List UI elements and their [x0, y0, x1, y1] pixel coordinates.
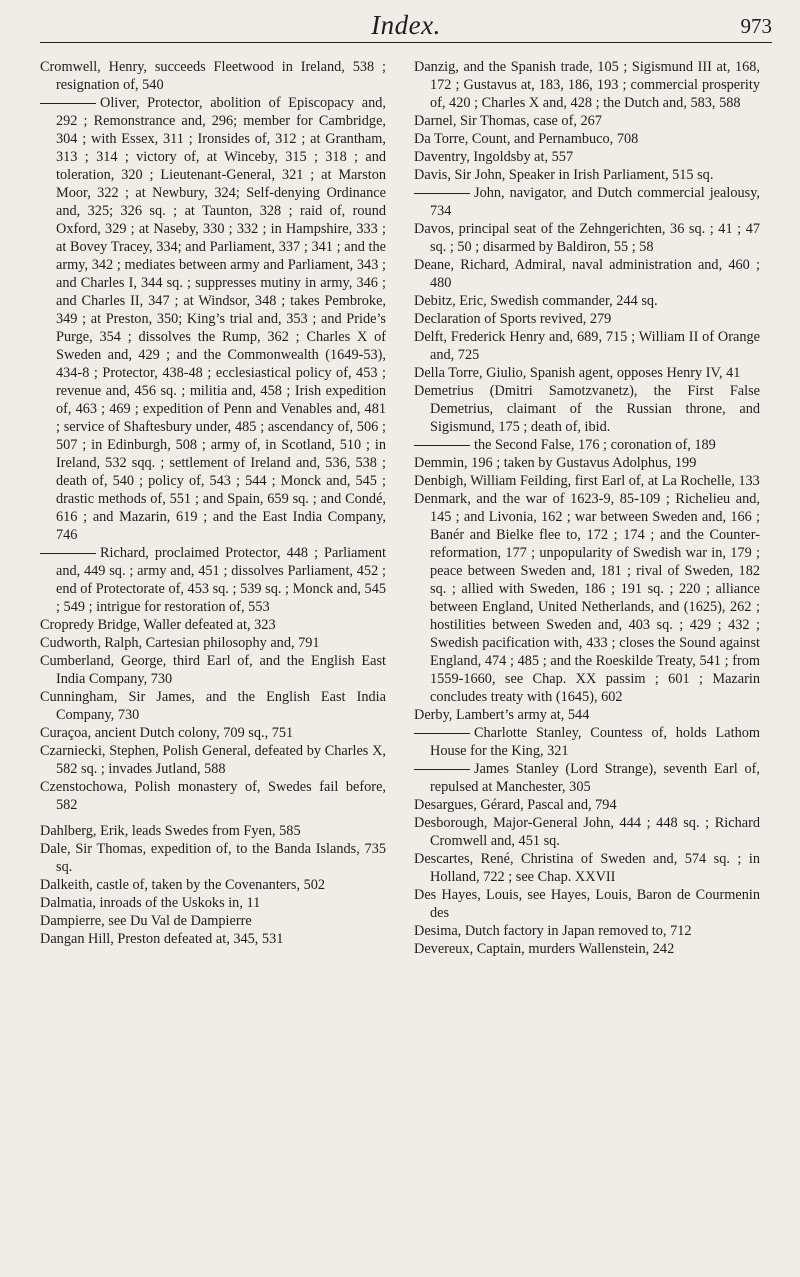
index-entry-text: Des Hayes, Louis, see Hayes, Louis, Baron de Courmenin des [414, 887, 760, 921]
index-entry [414, 328, 760, 364]
left-column [40, 58, 386, 948]
index-entry-text: Dangan Hill, Preston defeated at, 345, 531 [40, 931, 284, 947]
index-entry-text: Darnel, Sir Thomas, case of, 267 [414, 113, 602, 129]
index-entry [40, 742, 386, 778]
index-entry-text: the Second False, 176 ; coronation of, 189 [474, 437, 716, 453]
index-entry-text: Dampierre, see Du Val de Dampierre [40, 913, 252, 929]
index-entry [40, 894, 386, 912]
index-entry [40, 616, 386, 634]
index-entry-text: Cunningham, Sir James, and the English East India Company, 730 [40, 689, 386, 723]
index-entry [40, 822, 386, 840]
index-entry-text: Denbigh, William Feilding, first Earl of, at La Rochelle, 133 [414, 473, 760, 489]
index-entry-text: Desborough, Major-General John, 444 ; 448 sq. ; Richard Cromwell and, 451 sq. [414, 815, 760, 849]
index-entry [40, 876, 386, 894]
index-entry-text: Della Torre, Giulio, Spanish agent, opposes Henry IV, 41 [414, 365, 741, 381]
index-entry-text: Cumberland, George, third Earl of, and the English East India Company, 730 [40, 653, 386, 687]
index-entry [414, 940, 760, 958]
index-entry-text: Delft, Frederick Henry and, 689, 715 ; William II of Orange and, 725 [414, 329, 760, 363]
index-entry [40, 634, 386, 652]
right-column [414, 58, 760, 958]
index-entry [414, 148, 760, 166]
index-entry [414, 760, 760, 796]
index-entry [414, 814, 760, 850]
index-entry [414, 706, 760, 724]
index-entry [414, 184, 760, 220]
index-entry [40, 58, 386, 94]
index-entry-text: Daventry, Ingoldsby at, 557 [414, 149, 574, 165]
index-entry-text: Debitz, Eric, Swedish commander, 244 sq. [414, 293, 658, 309]
index-entry-text: Richard, proclaimed Protector, 448 ; Parliament and, 449 sq. ; army and, 451 ; dissolves Parliament, 452 ; end of Protectorate of, 453 sq. ; 539 sq. ; Monck and, 545 ; 549 ; intrigue for restoration of, 553 [56, 545, 386, 615]
index-entry [40, 912, 386, 930]
index-entry [414, 292, 760, 310]
page-number: 973 [740, 14, 772, 38]
index-entry-text: Declaration of Sports revived, 279 [414, 311, 612, 327]
index-entry [40, 930, 386, 948]
index-entry-text: Desargues, Gérard, Pascal and, 794 [414, 797, 617, 813]
index-entry [414, 796, 760, 814]
index-entry-text: Cromwell, Henry, succeeds Fleetwood in Ireland, 538 ; resignation of, 540 [40, 59, 386, 93]
page-header [40, 8, 772, 43]
index-entry [414, 436, 760, 454]
ditto-dash [40, 103, 96, 104]
index-entry [40, 840, 386, 876]
index-entry-text: Derby, Lambert’s army at, 544 [414, 707, 590, 723]
index-entry-text: Oliver, Protector, abolition of Episcopacy and, 292 ; Remonstrance and, 296; member for Cambridge, 304 ; with Essex, 311 ; Ironsides of, 312 ; at Grantham, 313 ; 314 ; victory of, at Winceby, 315 ; 318 ; and toleration, 320 ; Lieutenant-General, 321 ; at Marston Moor, 322 ; at Newbury, 324; Self-denying Ordinance and, 325; 326 sq. ; at Taunton, 328 ; raid of, round Oxford, 329 ; at Naseby, 330 ; 332 ; in Hampshire, 333 ; at Bovey Tracey, 334; and Parliament, 337 ; 341 ; and the army, 342 ; mediates between army and Parliament, 343 ; and Charles I, 344 sq. ; suppresses mutiny in army, 346 ; and Charles II, 347 ; at Windsor, 348 ; takes Pembroke, 349 ; at Preston, 350; King’s trial and, 353 ; and Pride’s Purge, 354 ; dissolves the Rump, 362 ; Charles X of Sweden and, 429 ; and the Commonwealth (1649-53), 434-8 ; Protector, 438-48 ; ecclesiastical policy of, 453 ; revenue and, 456 sq. ; militia and, 458 ; Irish expedition of, 463 ; 469 ; expedition of Penn and Venables and, 481 ; service of Shaftesbury under, 485 ; ascendancy of, 506 ; 507 ; in Edinburgh, 508 ; army of, in Scotland, 510 ; in Ireland, 532 sqq. ; settlement of Ireland and, 536, 538 ; death of, 540 ; policy of, 543 ; 544 ; Monck and, 545 ; drastic methods of, 551 ; and Spain, 659 sq. ; and Condé, 616 ; and Mazarin, 619 ; and the East India Company, 746 [56, 95, 386, 543]
index-entry [40, 778, 386, 814]
ditto-dash [414, 733, 470, 734]
index-entry-text: Dale, Sir Thomas, expedition of, to the Banda Islands, 735 sq. [40, 841, 386, 875]
index-entry-text: Demmin, 196 ; taken by Gustavus Adolphus, 199 [414, 455, 697, 471]
index-entry-text: Charlotte Stanley, Countess of, holds Lathom House for the King, 321 [430, 725, 760, 759]
index-entry-text: Deane, Richard, Admiral, naval administration and, 460 ; 480 [414, 257, 760, 291]
index-entry [414, 58, 760, 112]
index-entry-text: Descartes, René, Christina of Sweden and, 574 sq. ; in Holland, 722 ; see Chap. XXVII [414, 851, 760, 885]
index-entry-text: Desima, Dutch factory in Japan removed to, 712 [414, 923, 692, 939]
index-entry [414, 922, 760, 940]
index-entry-text: Da Torre, Count, and Pernambuco, 708 [414, 131, 639, 147]
index-entry-text: Czarniecki, Stephen, Polish General, defeated by Charles X, 582 sq. ; invades Jutland, 588 [40, 743, 386, 777]
index-entry [414, 310, 760, 328]
index-entry [414, 724, 760, 760]
index-entry-text: Czenstochowa, Polish monastery of, Swedes fail before, 582 [40, 779, 386, 813]
index-entry [40, 652, 386, 688]
index-entry [40, 94, 386, 544]
index-entry-text: James Stanley (Lord Strange), seventh Earl of, repulsed at Manchester, 305 [430, 761, 760, 795]
index-entry [414, 166, 760, 184]
index-entry-text: Demetrius (Dmitri Samotzvanetz), the First False Demetrius, claimant of the Russian throne, and Sigismund, 175 ; death of, ibid. [414, 383, 760, 435]
index-entry [414, 220, 760, 256]
index-entry-text: Cropredy Bridge, Waller defeated at, 323 [40, 617, 276, 633]
running-title: Index. [371, 10, 441, 40]
ditto-dash [414, 445, 470, 446]
index-entry [414, 850, 760, 886]
index-entry [414, 256, 760, 292]
ditto-dash [414, 769, 470, 770]
index-entry-text: Dalkeith, castle of, taken by the Covenanters, 502 [40, 877, 326, 893]
index-entry-text: Devereux, Captain, murders Wallenstein, 242 [414, 941, 675, 957]
index-entry [40, 688, 386, 724]
index-entry [414, 490, 760, 706]
index-entry [414, 454, 760, 472]
index-entry-text: Curaçoa, ancient Dutch colony, 709 sq., 751 [40, 725, 294, 741]
index-entry-text: Cudworth, Ralph, Cartesian philosophy and, 791 [40, 635, 320, 651]
index-entry [40, 544, 386, 616]
index-entry-text: Davos, principal seat of the Zehngerichten, 36 sq. ; 41 ; 47 sq. ; 50 ; disarmed by Baldiron, 55 ; 58 [414, 221, 760, 255]
ditto-dash [40, 553, 96, 554]
index-entry-text: John, navigator, and Dutch commercial jealousy, 734 [430, 185, 760, 219]
index-entry-text: Dahlberg, Erik, leads Swedes from Fyen, 585 [40, 823, 301, 839]
index-entry [414, 886, 760, 922]
index-entry-text: Denmark, and the war of 1623-9, 85-109 ; Richelieu and, 145 ; and Livonia, 162 ; war between Sweden and, 166 ; Banér and Bielke flee to, 172 ; 174 ; and the Counter-reformation, 177 ; unpopularity of Swedish war in, 179 ; peace between Sweden and, 181 ; rival of Sweden, 182 sq. ; allied with Sweden, 186 ; 191 sq. ; 220 ; alliance between England, United Netherlands, and (1625), 262 ; hostilities between Sweden and, 403 sq. ; 429 ; 432 ; Swedish pacification with, 433 ; closes the Sound against England, 474 ; 485 ; and the Roeskilde Treaty, 541 ; from 1559-1660, see Chap. XX passim ; 601 ; Mazarin concludes treaty with (1645), 602 [414, 491, 760, 705]
index-entry-text: Danzig, and the Spanish trade, 105 ; Sigismund III at, 168, 172 ; Gustavus at, 183, 186, 193 ; commercial prosperity of, 420 ; Charles X and, 428 ; the Dutch and, 583, 588 [414, 59, 760, 111]
index-entry [414, 364, 760, 382]
index-entry [414, 382, 760, 436]
index-entry-text: Dalmatia, inroads of the Uskoks in, 11 [40, 895, 261, 911]
index-entry [414, 472, 760, 490]
index-entry [40, 724, 386, 742]
index-entry [414, 112, 760, 130]
ditto-dash [414, 193, 470, 194]
index-entry-text: Davis, Sir John, Speaker in Irish Parliament, 515 sq. [414, 167, 714, 183]
index-entry [414, 130, 760, 148]
